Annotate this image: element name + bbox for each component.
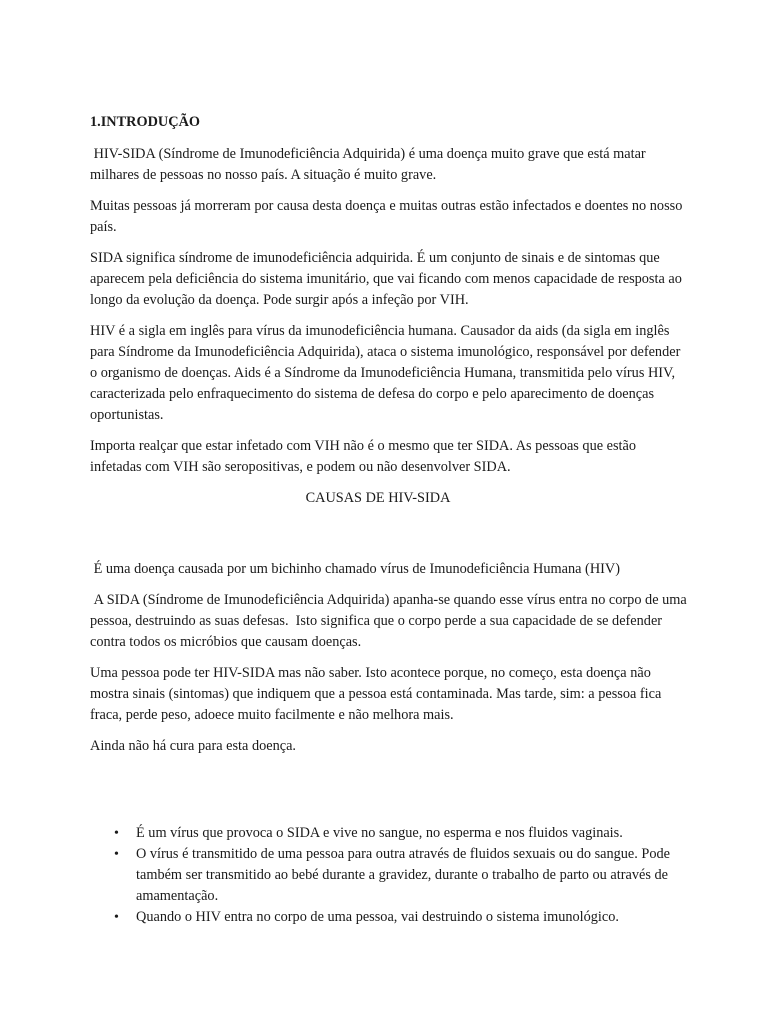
- document-body: [90, 112, 690, 928]
- bullet-text: O vírus é transmitido de uma pessoa para outra através de fluidos sexuais ou do sangue. Pode também ser transmitido ao bebé durante a gravidez, durante o trabalho de parto ou através de amamentação.: [136, 846, 671, 904]
- causes-paragraph: Ainda não há cura para esta doença.: [90, 738, 297, 754]
- bullet-icon: •: [114, 826, 119, 841]
- causes-paragraph: Uma pessoa pode ter HIV-SIDA mas não saber. Isto acontece porque, no começo, esta doença não mostra sinais (sintomas) que indiquem que a pessoa está contaminada. Mas tarde, sim: a pessoa fica fraca, perde peso, adoece muito facilmente e não melhora mais.: [90, 665, 662, 723]
- bullet-icon: •: [114, 847, 119, 862]
- intro-paragraph: HIV-SIDA (Síndrome de Imunodeficiência Adquirida) é uma doença muito grave que está matar milhares de pessoas no nosso país. A situação é muito grave.: [90, 146, 650, 183]
- blank-space: [90, 767, 690, 823]
- bullet-text: É um vírus que provoca o SIDA e vive no sangue, no esperma e nos fluidos vaginais.: [136, 825, 623, 841]
- intro-paragraph: SIDA significa síndrome de imunodeficiência adquirida. É um conjunto de sinais e de sintomas que aparecem pela deficiência do sistema imunitário, que vai ficando com menos capacidade de resposta ao longo da evolução da doença. Pode surgir após a infeção por VIH.: [90, 250, 682, 308]
- section-title-causes: CAUSAS DE HIV-SIDA: [305, 490, 451, 506]
- intro-paragraph: HIV é a sigla em inglês para vírus da imunodeficiência humana. Causador da aids (da sigla em inglês para Síndrome da Imunodeficiência Adquirida), ataca o sistema imunológico, responsável por defender o organismo de doenças. Aids é a Síndrome da Imunodeficiência Humana, transmitida pelo vírus HIV, caracterizada pelo enfraquecimento do sistema de defesa do corpo e pelo aparecimento de doenças oportunistas.: [90, 323, 681, 423]
- bullet-list-item: [90, 823, 690, 844]
- bullet-text: Quando o HIV entra no corpo de uma pessoa, vai destruindo o sistema imunológico.: [136, 909, 619, 925]
- causes-paragraph: É uma doença causada por um bichinho chamado vírus de Imunodeficiência Humana (HIV): [90, 561, 620, 577]
- bullet-list-item: [90, 907, 690, 928]
- intro-paragraph: Importa realçar que estar infetado com VIH não é o mesmo que ter SIDA. As pessoas que estão infetadas com VIH são seropositivas, e podem ou não desenvolver SIDA.: [90, 438, 637, 475]
- intro-paragraph: Muitas pessoas já morreram por causa desta doença e muitas outras estão infectados e doentes no nosso país.: [90, 198, 683, 235]
- bullet-list-item: [90, 844, 690, 907]
- section-heading-introduction: 1.INTRODUÇÃO: [90, 114, 201, 130]
- causes-paragraph: A SIDA (Síndrome de Imunodeficiência Adquirida) apanha-se quando esse vírus entra no corpo de uma pessoa, destruindo as suas defesas. Isto significa que o corpo perde a sua capacidade de se defender contra todos os micróbios que causam doenças.: [90, 592, 691, 650]
- bullet-icon: •: [114, 910, 119, 925]
- bullet-list: [90, 823, 690, 928]
